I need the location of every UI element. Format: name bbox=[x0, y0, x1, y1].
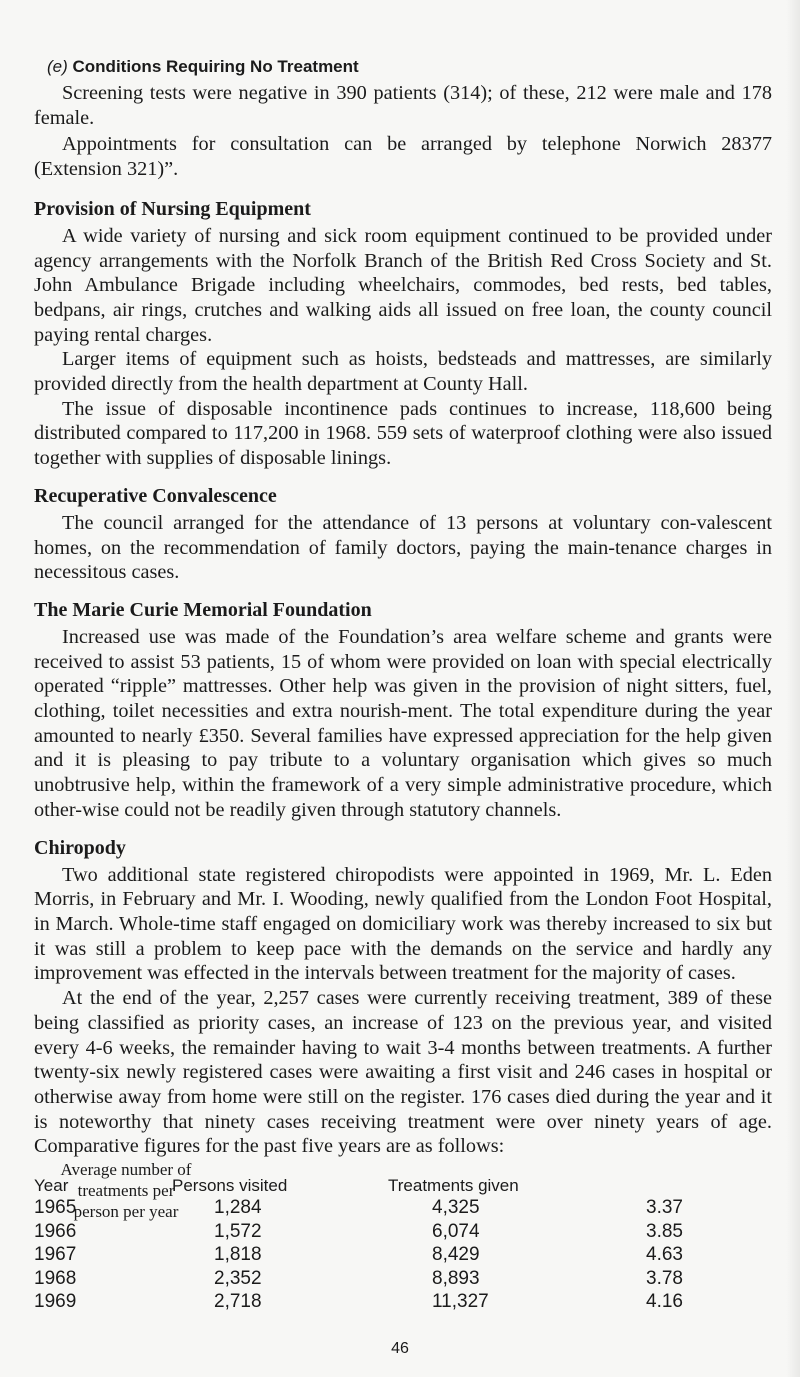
chiropody-paragraph-2: At the end of the year, 2,257 cases were currently receiving treatment, 389 of these being classified as priority cases, an increase of 123 on the previous year, and visited every 4-6 weeks, the remainder having to wait 3-4 months between treatments. A further twenty-six newly registered cases were awaiting a first visit and 246 cases in hospital or otherwise away from home were still on the register. 176 cases died during the year and it is noteworthy that ninety cases receiving treatment were over ninety years of age. Comparative figures for the past five years are as follows: bbox=[34, 987, 772, 1158]
year-header: Year bbox=[34, 1176, 69, 1196]
recuperative-heading: Recuperative Convalescence bbox=[34, 484, 277, 507]
section-e-title: Conditions Requiring No Treatment bbox=[72, 57, 359, 76]
avg-header-line-1: Average number of bbox=[60, 1160, 192, 1180]
section-e-heading bbox=[47, 56, 772, 78]
table-cell-treatments: 4,325 bbox=[432, 1197, 480, 1219]
table-cell-persons: 2,352 bbox=[214, 1267, 262, 1289]
nursing-paragraph-2: Larger items of equipment such as hoists, bedsteads and mattresses, are similarly provided directly from the health department at County Hall. bbox=[34, 348, 772, 396]
table-cell-year: 1966 bbox=[34, 1220, 77, 1242]
table-cell-persons: 2,718 bbox=[214, 1291, 262, 1313]
table-cell-treatments: 6,074 bbox=[432, 1220, 480, 1242]
table-cell-treatments: 8,893 bbox=[432, 1267, 480, 1289]
persons-header: Persons visited bbox=[172, 1176, 288, 1196]
page-edge-shadow bbox=[786, 0, 800, 1377]
table-cell-avg: 3.78 bbox=[646, 1267, 683, 1289]
table-cell-avg: 4.63 bbox=[646, 1244, 683, 1266]
section-e-paragraph-1: Screening tests were negative in 390 patients (314); of these, 212 were male and 178 female. bbox=[34, 82, 772, 129]
chiropody-heading: Chiropody bbox=[34, 836, 126, 859]
table-cell-persons: 1,818 bbox=[214, 1244, 262, 1266]
table-cell-treatments: 8,429 bbox=[432, 1244, 480, 1266]
comparative-figures-table bbox=[34, 1159, 772, 1319]
marie-curie-paragraph-1: Increased use was made of the Foundation’s area welfare scheme and grants were received to assist 53 patients, 15 of whom were provided on loan with special electrically operated “ripple” mattresses. Other help was given in the provision of night sitters, fuel, clothing, toilet necessities and extra nourish-ment. The total expenditure during the year amounted to nearly £350. Several families have expressed appreciation for the help given and it is pleasing to pay tribute to a voluntary organisation which gives so much unobtrusive help, within the framework of a very simple administrative procedure, which other-wise could not be readily given through statutory channels. bbox=[34, 625, 772, 821]
table-cell-avg: 4.16 bbox=[646, 1291, 683, 1313]
nursing-paragraph-1: A wide variety of nursing and sick room equipment continued to be provided under agency arrangements with the Norfolk Branch of the British Red Cross Society and St. John Ambulance Brigade including wheelchairs, commodes, bed rests, bed tables, bedpans, air rings, crutches and walking aids all issued on free loan, the county council paying rental charges. bbox=[34, 224, 772, 346]
table-cell-year: 1965 bbox=[34, 1197, 77, 1219]
avg-header-line-3: person per year bbox=[73, 1202, 179, 1222]
marie-curie-heading: The Marie Curie Memorial Foundation bbox=[34, 598, 372, 621]
table-cell-treatments: 11,327 bbox=[432, 1291, 489, 1313]
page-number: 46 bbox=[391, 1340, 409, 1357]
table-cell-avg: 3.85 bbox=[646, 1220, 683, 1242]
section-e-letter: (e) bbox=[47, 57, 68, 76]
nursing-paragraph-3: The issue of disposable incontinence pads continues to increase, 118,600 being distributed compared to 117,200 in 1968. 559 sets of waterproof clothing were also issued together with supplies of disposable linings. bbox=[34, 397, 772, 470]
treatments-header: Treatments given bbox=[388, 1176, 519, 1196]
table-cell-year: 1968 bbox=[34, 1267, 77, 1289]
table-cell-avg: 3.37 bbox=[646, 1197, 683, 1219]
table-cell-persons: 1,572 bbox=[214, 1220, 262, 1242]
avg-header-line-2: treatments per bbox=[77, 1181, 175, 1201]
table-cell-year: 1967 bbox=[34, 1244, 77, 1266]
section-e-paragraph-2: Appointments for consultation can be arranged by telephone Norwich 28377 (Extension 321)”. bbox=[34, 133, 772, 181]
page-content bbox=[34, 56, 772, 1319]
table-cell-persons: 1,284 bbox=[214, 1197, 262, 1219]
recuperative-paragraph-1: The council arranged for the attendance of 13 persons at voluntary con-valescent homes, on the recommendation of family doctors, paying the main-tenance charges in necessitous cases. bbox=[34, 511, 772, 584]
nursing-heading: Provision of Nursing Equipment bbox=[34, 197, 311, 220]
chiropody-paragraph-1: Two additional state registered chiropodists were appointed in 1969, Mr. L. Eden Morris, in February and Mr. I. Wooding, newly qualified from the London Foot Hospital, in March. Whole-time staff engaged on domiciliary work was thereby increased to six but it was still a problem to keep pace with the demands on the service and hardly any improvement was effected in the intervals between treatment for the majority of cases. bbox=[34, 863, 772, 985]
table-cell-year: 1969 bbox=[34, 1291, 77, 1313]
